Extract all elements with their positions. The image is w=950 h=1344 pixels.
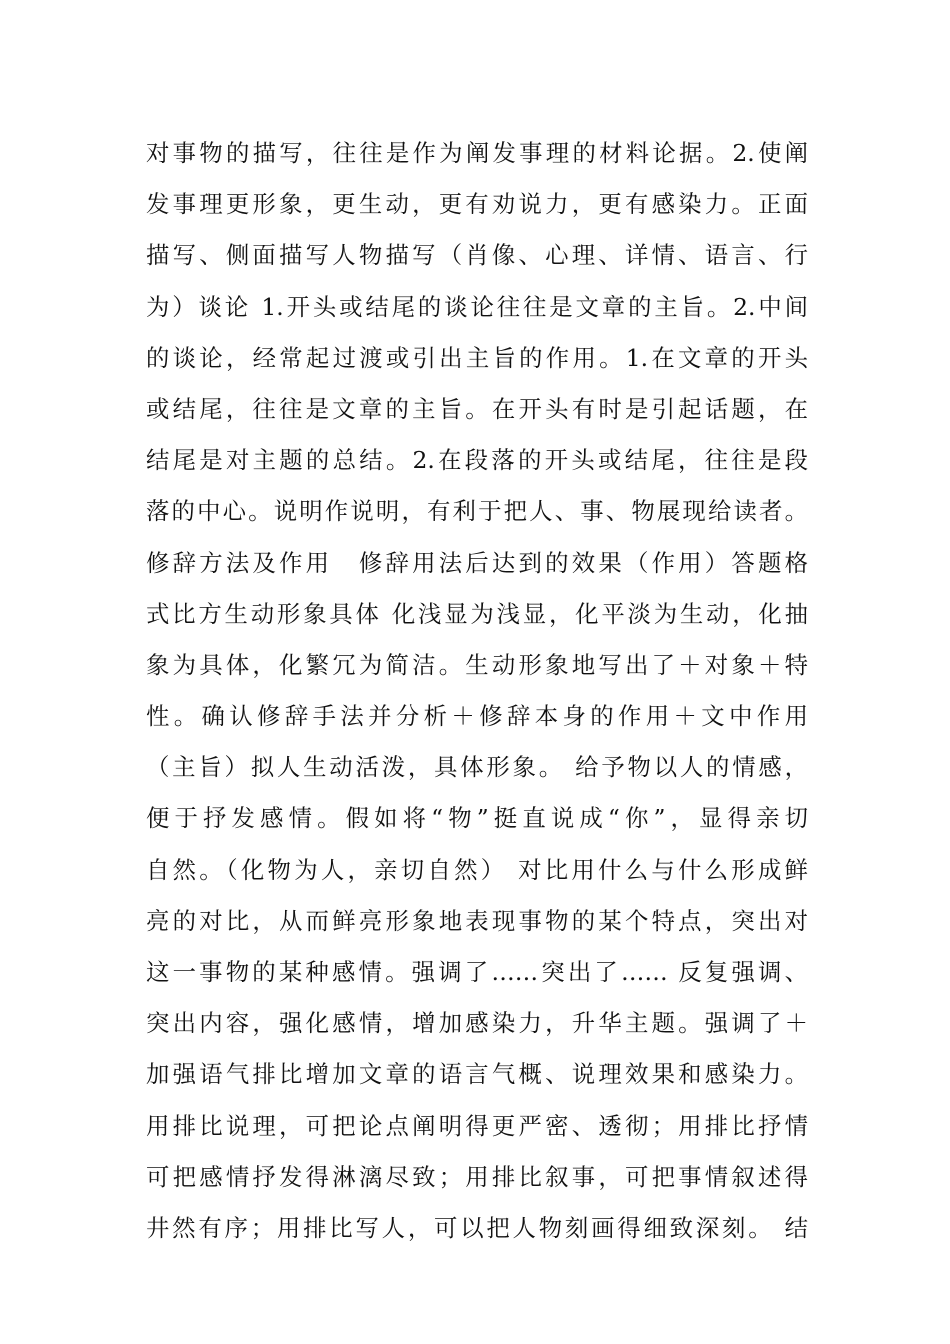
text-line: 加强语气排比增加文章的语言气概、说理效果和感染力。 xyxy=(146,1060,808,1089)
text-line: 式比方生动形象具体 化浅显为浅显，化平淡为生动，化抽 xyxy=(146,599,808,628)
body-text xyxy=(146,128,808,1254)
text-line: 性。确认修辞手法并分析＋修辞本身的作用＋文中作用 xyxy=(146,702,808,731)
text-line: （主旨）拟人生动活泼，具体形象。 给予物以人的情感， xyxy=(146,753,808,782)
text-line: 可把感情抒发得淋漓尽致；用排比叙事，可把事情叙述得 xyxy=(146,1162,808,1191)
text-line: 为）谈论 1.开头或结尾的谈论往往是文章的主旨。2.中间 xyxy=(146,292,808,321)
text-line: 井然有序；用排比写人，可以把人物刻画得细致深刻。 结 xyxy=(146,1213,808,1242)
text-line: 象为具体，化繁冗为简洁。生动形象地写出了＋对象＋特 xyxy=(146,650,808,679)
text-line: 对事物的描写，往往是作为阐发事理的材料论据。2.使阐 xyxy=(146,139,808,167)
text-line: 这一事物的某种感情。强调了……突出了…… 反复强调、 xyxy=(146,958,808,986)
text-line: 或结尾，往往是文章的主旨。在开头有时是引起话题，在 xyxy=(146,394,808,423)
text-line: 便于抒发感情。假如将“物”挺直说成“你”，显得亲切 xyxy=(146,804,808,833)
text-line: 修辞方法及作用 修辞用法后达到的效果（作用）答题格 xyxy=(146,548,808,577)
text-line: 描写、侧面描写人物描写（肖像、心理、详情、语言、行 xyxy=(146,241,808,270)
text-line: 自然。（化物为人，亲切自然） 对比用什么与什么形成鲜 xyxy=(146,855,808,884)
text-line: 用排比说理，可把论点阐明得更严密、透彻；用排比抒情 xyxy=(146,1111,808,1140)
text-line: 的谈论，经常起过渡或引出主旨的作用。1.在文章的开头 xyxy=(146,343,808,372)
text-line: 发事理更形象，更生动，更有劝说力，更有感染力。正面 xyxy=(146,190,808,219)
text-line: 亮的对比，从而鲜亮形象地表现事物的某个特点，突出对 xyxy=(146,906,808,935)
text-line: 突出内容，强化感情，增加感染力，升华主题。强调了＋ xyxy=(146,1009,808,1038)
text-line: 结尾是对主题的总结。2.在段落的开头或结尾，往往是段 xyxy=(146,446,808,475)
text-line: 落的中心。说明作说明，有利于把人、事、物展现给读者。 xyxy=(146,497,808,526)
